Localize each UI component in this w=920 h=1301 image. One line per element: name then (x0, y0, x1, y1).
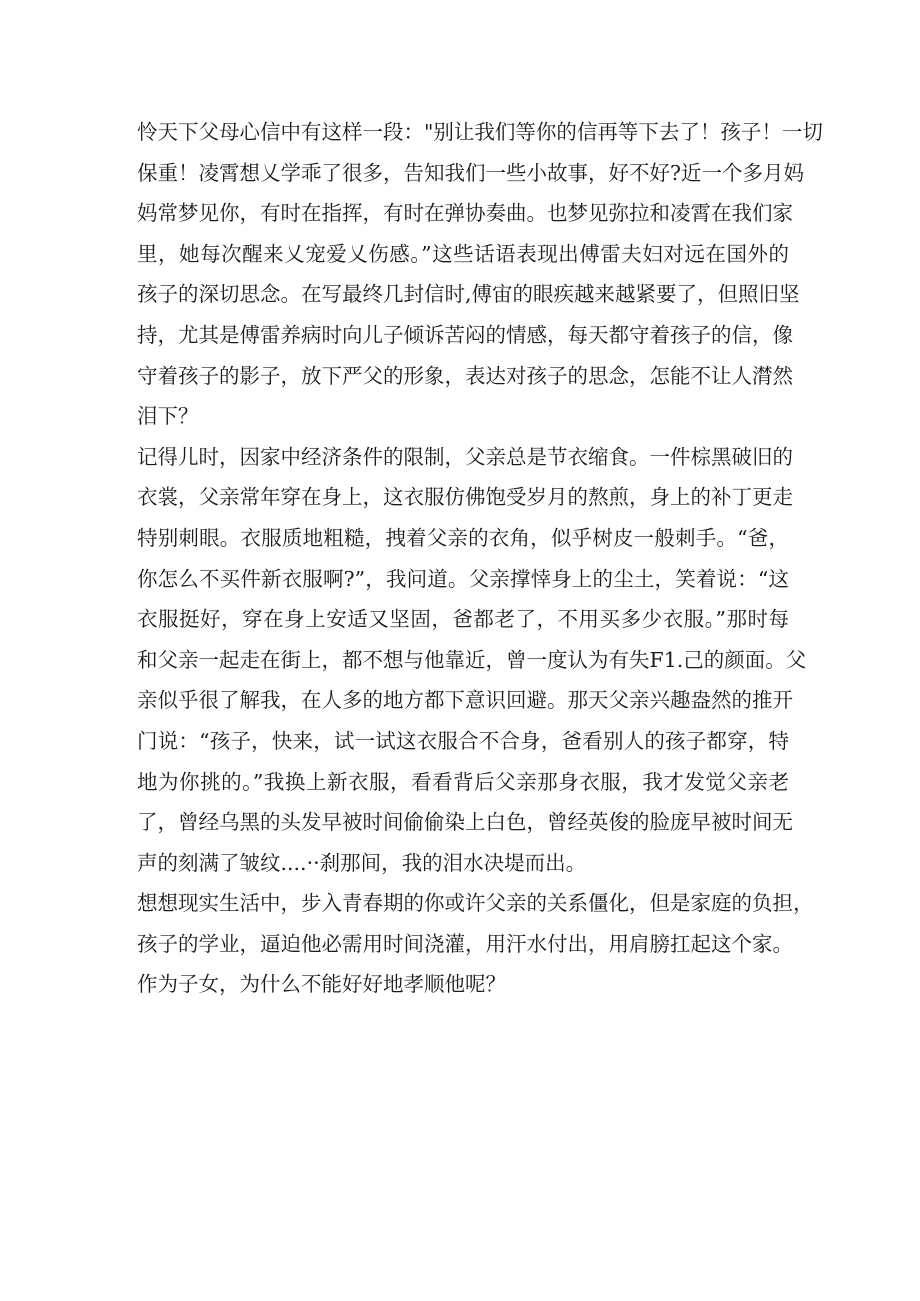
text-line: 和父亲一起走在街上，都不想与他靠近，曾一度认为有失F1.己的颜面。父 (137, 647, 807, 672)
text-line: 怜天下父母心信中有这样一段："别让我们等你的信再等下去了！孩子！一切 (137, 120, 823, 144)
text-line: 持，尤其是傅雷养病时向儿子倾诉苦闷的情感，每天都守着孩子的信，像 (137, 322, 793, 347)
text-line: 作为子女，为什么不能好好地孝顺他呢？ (137, 972, 506, 997)
text-line: 衣服挺好，穿在身上安适又坚固，爸都老了，不用买多少衣服。”那时每 (137, 607, 789, 632)
text-line: 妈常梦见你，有时在指挥，有时在弹协奏曲。也梦见弥拉和凌霄在我们家 (137, 201, 793, 226)
text-line: 你怎么不买件新衣服啊?”，我问道。父亲撑悻身上的尘土，笑着说：“这 (137, 566, 789, 591)
document-body (137, 112, 823, 1005)
text-line: 守着孩子的影子，放下严父的形象，表达对孩子的思念，怎能不让人潸然 (137, 363, 793, 388)
text-line: 孩子的深切思念。在写最终几封信时,傅宙的眼疾越来越紧要了，但照旧坚 (137, 282, 800, 307)
text-line: 记得儿时，因家中经济条件的限制，父亲总是节衣缩食。一件棕黑破旧的 (137, 444, 793, 469)
text-line: 门说：“孩子，快来，试一试这衣服合不合身，爸看别人的孩子都穿，特 (137, 728, 789, 753)
text-line: 想想现实生活中，步入青春期的你或许父亲的关系僵化，但是家庭的负担， (137, 891, 814, 916)
text-line: 衣裳，父亲常年穿在身上，这衣服仿佛饱受岁月的熬煎，身上的补丁更走 (137, 485, 793, 510)
text-line: 亲似乎很了解我，在人多的地方都下意识回避。那天父亲兴趣盎然的推开 (137, 688, 793, 713)
text-line: 里，她每次醒来乂宠爱乂伤感。”这些话语表现出傅雷夫妇对远在国外的 (137, 241, 789, 266)
text-line: 声的刻满了皱纹....··刹那间，我的泪水决堤而出。 (137, 850, 587, 875)
text-line: 了，曾经乌黑的头发早被时间偷偷染上白色，曾经英俊的脸庞早被时间无 (137, 810, 793, 835)
paragraph-reflection (137, 883, 814, 1005)
text-line: 保重！凌霄想乂学乖了很多，告知我们一些小故事，好不好?近一个多月妈 (137, 160, 804, 185)
paragraph-letter (137, 112, 823, 437)
text-line: 泪下？ (137, 404, 199, 429)
paragraph-childhood (137, 437, 807, 884)
text-line: 地为你挑的。”我换上新衣服，看看背后父亲那身衣服，我才发觉父亲老 (137, 769, 789, 794)
text-line: 特别刺眼。衣服质地粗糙，拽着父亲的衣角，似乎树皮一般刺手。“爸， (137, 525, 789, 550)
text-line: 孩子的学业，逼迫他必需用时间浇灌，用汗水付出，用肩膀扛起这个家。 (137, 931, 793, 956)
